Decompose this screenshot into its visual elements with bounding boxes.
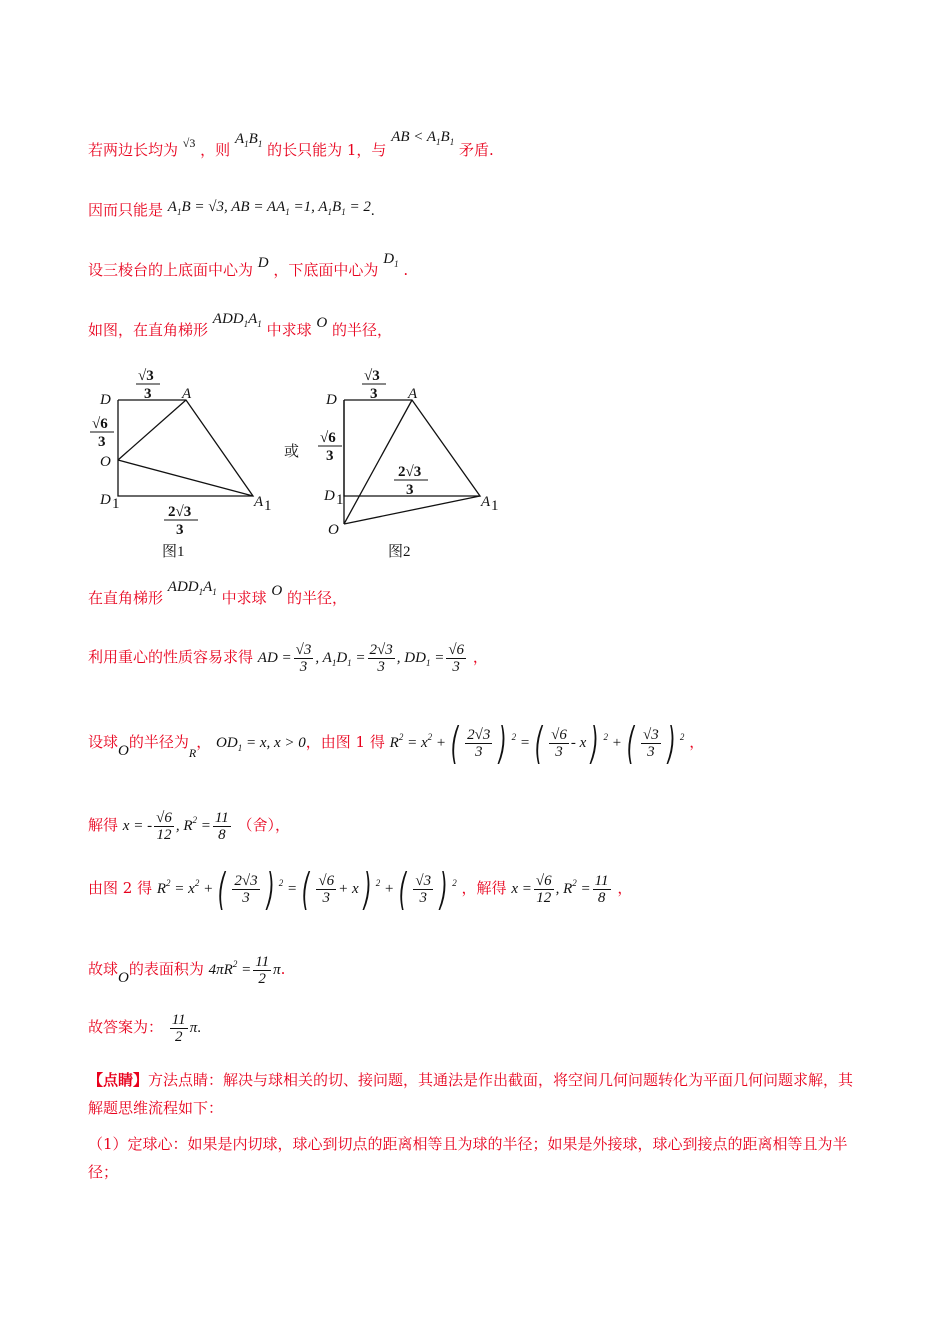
- svg-text:√3: √3: [364, 368, 380, 384]
- text: 解得: [88, 816, 119, 834]
- fig2-oa1: [344, 496, 480, 524]
- math-add1a1: $ADD_1A_1$: [167, 579, 217, 597]
- or-label: 或: [284, 444, 300, 460]
- line-2: 因而只能是 $A_1B = √3$, AB = $AA_1 =1$, $A_1B_1 = 2$.: [88, 199, 375, 219]
- svg-text:3: 3: [370, 386, 378, 402]
- fig2-label-d: D: [326, 392, 337, 408]
- line-10: 故球O的表面积为 $4\pi R^2$ = $\frac{11}{2}$ π.: [88, 954, 286, 988]
- fig1-oa1: [118, 460, 253, 496]
- text: 利用重心的性质容易求得: [88, 648, 254, 666]
- fig1-label-a: A: [182, 386, 192, 402]
- line-5: [88, 579, 348, 610]
- svg-text:3: 3: [326, 448, 334, 464]
- svg-text:3: 3: [176, 522, 184, 538]
- text: 矛盾.: [458, 141, 494, 159]
- math-ab-lt-a1b1: AB < $A_1B_1$: [391, 129, 455, 147]
- math-lengths: $A_1B = √3$, AB = $AA_1 =1$, $A_1B_1 = 2$: [167, 199, 371, 217]
- math-solution2: x = $\frac{√6}{12}$ , $R^2$ = $\frac{11}{8}$: [511, 873, 609, 907]
- svg-text:√3: √3: [138, 368, 154, 384]
- math-o: O: [271, 583, 283, 599]
- text: ，: [472, 648, 488, 666]
- caption-fig1: 图1: [162, 544, 185, 560]
- text: 的半径，: [332, 321, 393, 339]
- fig2-label-o: O: [328, 522, 339, 538]
- math-add1a1: $ADD_1A_1$: [212, 311, 262, 329]
- math-od1: $OD_1 = x$, x > 0: [216, 735, 306, 753]
- note-paragraph-1: [88, 1066, 858, 1122]
- text: ，: [689, 733, 705, 751]
- text: ，: [617, 879, 633, 897]
- fig2-oa: [344, 400, 412, 524]
- text: 中求球: [266, 321, 312, 339]
- note-text-1: 方法点睛：解决与球相关的切、接问题，其通法是作出截面，将空间几何问题转化为平面几何问题求解，其解题思维流程如下：: [88, 1071, 854, 1117]
- text: ，由图 1 得: [305, 733, 385, 751]
- line-3: [88, 251, 409, 282]
- fig1-oa: [118, 400, 186, 460]
- note-tag: 【点睛】: [88, 1071, 149, 1089]
- text: ，下底面中心为: [273, 261, 379, 279]
- svg-text:2√3: 2√3: [398, 464, 422, 480]
- fig1-label-d: D: [100, 392, 111, 408]
- math-d: D: [257, 255, 269, 271]
- fig2-label-d1: D: [324, 488, 335, 504]
- text: 若两边长均为: [88, 141, 179, 159]
- fig1-label-d1: D: [100, 492, 111, 508]
- text: .: [280, 960, 286, 978]
- text: 如图，在直角梯形: [88, 321, 209, 339]
- text: （舍），: [237, 816, 291, 834]
- text: 设球: [88, 733, 119, 751]
- note-block: [88, 1066, 858, 1186]
- line-4: [88, 311, 393, 342]
- geometry-figure: [90, 358, 530, 568]
- text: ，则: [200, 141, 231, 159]
- math-lengths-centroid: AD = $\frac{√3}{3}$ , $A_1D_1$ = $\frac{2√3}{3}$ , $DD_1$ = $\frac{√6}{3}$: [257, 642, 465, 676]
- fig2-label-a: A: [408, 386, 418, 402]
- text: 中求球: [221, 589, 267, 607]
- text: ，: [196, 733, 212, 751]
- text: 的长只能为 1，与: [267, 141, 387, 159]
- text: 由图 2 得: [88, 879, 153, 897]
- note-paragraph-2: （1）定球心：如果是内切球，球心到切点的距离相等且为球的半径；如果是外接球，球心到接点的距离相等且为半径；: [88, 1135, 848, 1181]
- line-11: 故答案为： $\frac{11}{2}$ π.: [88, 1012, 201, 1046]
- math-answer: $\frac{11}{2}$ π: [171, 1012, 198, 1046]
- fig1-label-a1: A: [254, 494, 264, 510]
- fig1-trapezoid: [118, 400, 253, 496]
- line-7: 设球O的半径为$_R$， $OD_1 = x$, x > 0，由图 1 得 $R^2 = x^2$ + ( $\frac{2√3}{3}$ ) $^2$ = ( $\frac{√6}{3}$ - x ) $^2$ + ( $\frac{√3}{3}$ ) $^2$ ，: [88, 717, 705, 769]
- line-1: [88, 129, 494, 162]
- math-eq2: $R^2 = x^2$ + ( $\frac{2√3}{3}$ ) $^2$ = ( $\frac{√6}{3}$ + x ) $^2$ + ( $\frac{√3}{3}$ ) $^2$: [156, 863, 457, 915]
- text: 故球: [88, 960, 119, 978]
- text: 故答案为：: [88, 1018, 164, 1036]
- line-8: [88, 808, 290, 844]
- caption-fig2: 图2: [388, 544, 411, 560]
- math-solution1: x = - $\frac{√6}{12}$ , $R^2$ = $\frac{11}{8}$: [122, 810, 229, 844]
- fig2-sub: 1: [336, 492, 344, 508]
- svg-text:2√3: 2√3: [168, 504, 192, 520]
- fig2-sub-a1: 1: [491, 498, 499, 514]
- text: 因而只能是: [88, 201, 164, 219]
- text: 在直角梯形: [88, 589, 164, 607]
- text: ，解得: [461, 879, 507, 897]
- math-o: O: [316, 315, 328, 331]
- fig2-label-a1: A: [481, 494, 491, 510]
- text: 的半径为: [128, 733, 189, 751]
- math-eq1: $R^2 = x^2$ + ( $\frac{2√3}{3}$ ) $^2$ = ( $\frac{√6}{3}$ - x ) $^2$ + ( $\frac{√3}{3}$ ) $^2$: [389, 717, 685, 769]
- line-9: [88, 863, 633, 915]
- svg-text:√6: √6: [320, 430, 336, 446]
- math-a1b1: $A_1B_1$: [234, 131, 263, 149]
- svg-text:3: 3: [144, 386, 152, 402]
- math-area: $4\pi R^2$ = $\frac{11}{2}$ π: [208, 954, 281, 988]
- svg-text:√6: √6: [92, 416, 108, 432]
- math-d1: $D_1$: [383, 251, 399, 269]
- fig1-sub-a1: 1: [264, 498, 272, 514]
- line-6: [88, 640, 488, 676]
- math-sqrt3: √3: [182, 136, 196, 150]
- svg-text:3: 3: [406, 482, 414, 498]
- text: 设三棱台的上底面中心为: [88, 261, 254, 279]
- svg-text:3: 3: [98, 434, 106, 450]
- text: 的半径，: [287, 589, 348, 607]
- text: .: [403, 261, 409, 279]
- text: 的表面积为: [128, 960, 204, 978]
- fig1-sub: 1: [112, 496, 120, 512]
- fig1-label-o: O: [100, 454, 111, 470]
